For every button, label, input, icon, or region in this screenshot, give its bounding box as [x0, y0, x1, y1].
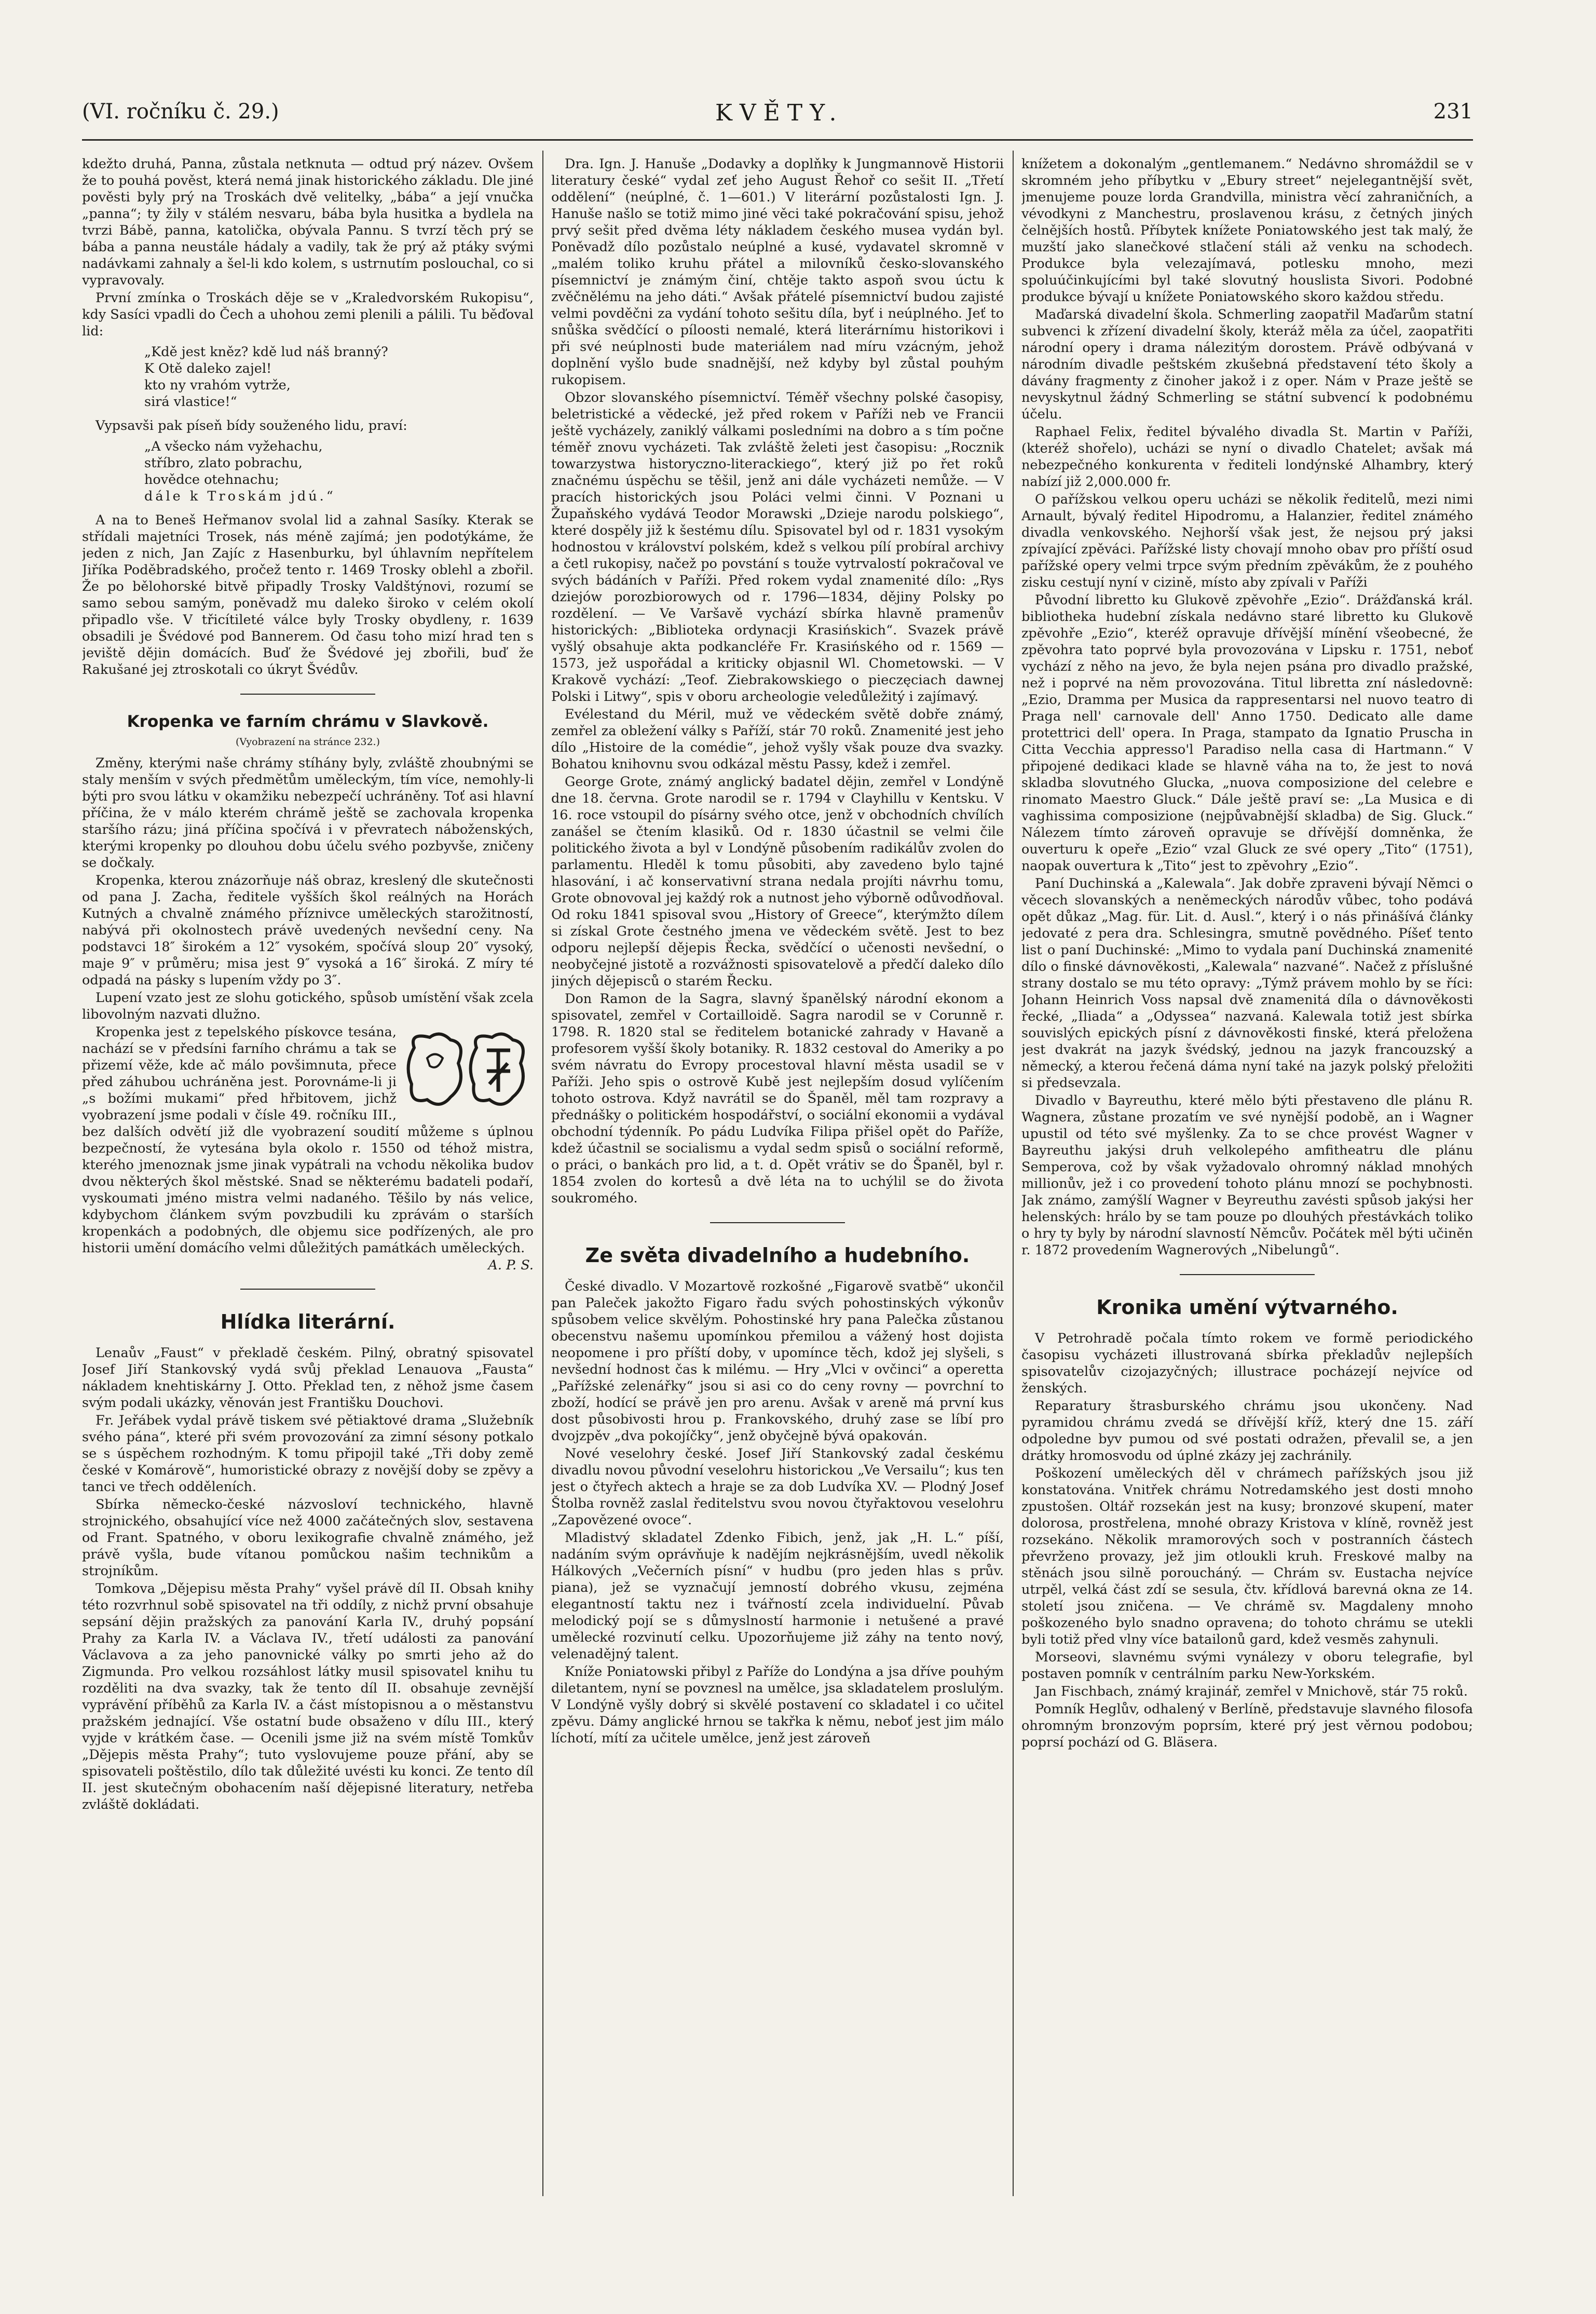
journal-title: KVĚTY.	[715, 100, 844, 126]
paragraph: kdežto druhá, Panna, zůstala netknuta — odtud prý název. Ovšem že to pouhá pověst, která nemá jinak historického základu. Dle jiné pověsti byly prý na Troskách dvě velitelky, „bába“ a její vnučka „panna“; ty žily v stálém nesvaru, bába byla husitka a bydlela na tvrzi Bábě, panna, katolička, obývala Pannu. S tvrzí těch prý se bába a panna neustále hádaly a vadily, tak že prý až ptáky svými nadávkami zahnaly a šel-li kdo kolem, s ustrnutím poslouchal, co si vypravovaly.	[82, 156, 534, 288]
paragraph: Fr. Jeřábek vydal právě tiskem své pětiaktové drama „Služebník svého pána“, které při svém provozování za zimní sésony potkalo se s úspěchem rozhodným. K tomu připojil také „Tři doby země české v Komárově“, humoristické obrazy z novější doby se zpěvy a tanci ve třech odděleních.	[82, 1413, 534, 1495]
paragraph: Mladistvý skladatel Zdenko Fibich, jenž, jak „H. L.“ píší, nadáním svým oprávňuje k nadějím nejkrásnějším, uvedl několik Hálkových „Večerních písní“ v hudbu (pro jeden hlas s prův. piana), jež se vyznačují jemností dobrého vkusu, zejména elegantností taktu nez i tvářností zcela individuelní. Půvab melodický pojí se s důmyslností harmonie i netušené a pravé umělecké rozvinutí celku. Upozorňujeme již záhy na tento nový, velenadějný talent.	[551, 1530, 1004, 1662]
verse-line: „Kdě jest kněz? kdě lud náš branný?	[144, 344, 388, 360]
paragraph: Maďarská divadelní škola. Schmerling zaopatřil Maďarům statní subvenci k zřízení divadelní školy, kteráž měla za účel, zaopatřiti národní opery i drama nálezitým dorostem. Právě odbývaná v národním divadle peštském zkušebná představení této školy a dávány fragmenty z činoher jakož i z oper. Nám v Praze ještě se nevyskytnul žádný Schmerling se státní subvencí k podobnému účelu.	[1021, 307, 1473, 422]
paragraph: Původní libretto ku Glukově zpěvohře „Ezio“. Drážďanská král. bibliotheka hudební získala nedávno staré libretto ku Glukově zpěvohře „Ezio“, kteréž opravuje dřívější mínění všeobecné, že zpěvohra tato poprvé byla provozována v Lipsku r. 1751, neboť vychází z něho na jevo, že byla nejen psána pro divadlo pražské, než i poprvé na něm provozována. Titul libretta zní následovně: „Ezio, Dramma per Musica da rappresentarsi nel nuovo teatro di Praga nell' carnovale dell' Anno 1750. Dedicato alle dame protettrici dell' opera. In Praga, stampato da Ignatio Pruscha in Citta Vecchia appresso'l Paradiso nella casa di Hartmann.“ V připojené dedikaci klade se hlavně váha na to, že jest to nová skladba slovutného Glucka, „nuova composizione del celebre e rinomato Maestro Gluck.“ Dále ještě praví se: „La Musica e di vaghissima composizione (nejpůvabnější skladba) de Sig. Gluck.“ Nálezem tímto zároveň opravuje se dřívější domněnka, že ouverturu k opeře „Ezio“ vzal Gluck ze své opery „Tito“ (1751), naopak ouvertura k „Tito“ jest to zpěvohry „Ezio“.	[1021, 592, 1473, 874]
verse-quote	[144, 344, 534, 410]
section-title: Hlídka literární.	[220, 1310, 395, 1333]
verse-line: „A všecko nám vyžehachu,	[144, 439, 323, 454]
verse-line: kto ny vrahóm vytrže,	[144, 377, 291, 393]
section-divider	[240, 1289, 375, 1290]
paragraph: Raphael Felix, ředitel bývalého divadla St. Martin v Paříži, (kteréž shořelo), ucházi se nyní o divadlo Chatelet; avšak má nebezpečného konkurenta v řediteli londýnské Alhambry, který nabízí již 2,000.000 fr.	[1021, 424, 1473, 490]
author-signature: A. P. S.	[488, 1257, 534, 1273]
section-divider	[240, 694, 375, 695]
verse-line: dále k Troskám jdú.“	[144, 489, 336, 504]
paragraph: George Grote, známý anglický badatel dějin, zemřel v Londýně dne 18. června. Grote narodil se r. 1794 v Clayhillu v Kentsku. V 16. roce vstoupil do písárny svého otce, jenž v obchodních chvílích zanášel se čtením klasiků. Od r. 1830 účastnil se velmi čile politického života a byl v Londýně působením radikálův zvolen do parlamentu. Hleděl k tomu působiti, aby zavedeno bylo tajné hlasování, i ač konservativní strana nedala projíti návrhu tomu, Grote obnovoval jej každý rok a nutnost jeho výborně odůvodňoval. Od roku 1841 spisoval svou „History of Greece“, kterýmžto dílem si získal Grote čestného jmena ve vědeckém světě. Jest to bez odporu nejlepší dějepis Řecka, svědčící o učenosti nevšední, o neobyčejné jistotě a rozvážnosti spisovatelově a předčí daleko dílo jiných dějepisců o starém Řecku.	[551, 774, 1004, 989]
article-title: Kropenka ve farním chrámu v Slavkově.	[127, 712, 489, 731]
paragraph: Jan Fischbach, známý krajinář, zemřel v Mnichově, stár 75 roků.	[1035, 1684, 1468, 1699]
paragraph: Sbírka německo-české názvosloví technického, hlavně strojnického, obsahující více než 4000 začátečných slov, sestavena od Frant. Spatného, v oboru lexikografie chvalně známého, jež právě vyšla, bude vítanou pomůckou našim technikům a strojníkům.	[82, 1497, 534, 1579]
paragraph: Poškození uměleckých děl v chrámech pařížských jsou již konstatována. Vnitřek chrámu Notredamského jest dosti mnoho zpustošen. Oltář rozsekán jest na kusy; bronzové skupení, mater dolorosa, prostřelena, mnohé obrazy Kristova v klíně, rovněž jest rozsekáno. Několik mramorových soch v postranních částech převrženo provazy, jež jim otloukli kruh. Freskové malby na stěnách jsou silně poroucháný. — Chrám sv. Eustacha nejvíce utrpěl, velká část zdí se sesula, čtv. křídlová barevná okna ze 14. století jsou zničena. — Ve chrámě sv. Magdaleny mnoho poškozeného bylo snadno opravena; do tohoto chrámu se utekli byli totiž před vlny více batailonů gard, kdež vesměs zahynuli.	[1021, 1466, 1473, 1647]
column-2	[551, 156, 1004, 2264]
paragraph: V Petrohradě počala tímto rokem ve formě periodického časopisu vycházeti illustrovaná sbírka překladův nejlepších spisovatelův cizojazyčných; illustrace pocházejí nejvíce od ženských.	[1021, 1331, 1473, 1396]
paragraph: České divadlo. V Mozartově rozkošné „Figarově svatbě“ ukončil pan Paleček jakožto Figaro řadu svých pohostinských výkonův spůsobem velice skvělým. Pohostinské hry pana Palečka zůstanou obecenstvu našemu upomínkou přemilou a vážený host dojista neopomene i pro příští doby, v upomínce těch, kdož jej slyšeli, s nevšední hodnost čas k milému. — Hry „Vlci v ovčinci“ a operetta „Pařížské zelenářky“ jsou si asi co do ceny rovny — povrchní to zboží, hodící se právě jen pro arenu. Avšak v areně má první kus dost působivosti hrou p. Frankovského, druhý zase se líbí pro dvojzpěv „dva pokojíčky“, jenž obyčejně bývá opakován.	[551, 1279, 1004, 1444]
paragraph: knížetem a dokonalým „gentlemanem.“ Nedávno shromáždil se v skromném jeho příbytku v „Ebury street“ nejelegantnější svět, jmenujeme pouze lorda Grandvilla, ministra věcí zahraničních, a vévodkyni z Manchestru, proslavenou krásu, z četných jiných čelnějších hostů. Příbytek knížete Poniatowského jest tak malý, že muzští jako slanečkové stlačení stáli až venku na schodech. Produkce byla velezajímavá, potlesku mnoho, mezi spoluúčinkujícími byl také slovutný houslista Sivori. Podobné produkce bývají u knížete Poniatowského skoro každou středu.	[1021, 156, 1473, 305]
paragraph: Kníže Poniatowski přibyl z Paříže do Londýna a jsa dříve pouhým diletantem, nyní se povznesl na umělce, jsa skladatelem proslulým. V Londýně vyšly dobrý si skvělé postavení co skladatel i co učitel zpěvu. Dámy anglické hrnou se takřka k němu, neboť jest jim málo líchotí, mítí za učitele umělce, jenž jest zároveň	[551, 1664, 1004, 1746]
mason-mark-icon	[404, 1027, 534, 1115]
paragraph: Tomkova „Dějepisu města Prahy“ vyšel právě díl II. Obsah knihy této rozvrhnul sobě spisovatel na tři oddíly, z nichž první obsahuje sepsání dějin pražských za panování Karla IV., druhý popsání Prahy za Karla IV. a Václava IV., třetí události za panování Václavova a za jeho panovnické války po smrti jeho až do Zigmunda. Pro velkou rozsáhlost látky musil spisovatel knihu tu rozděliti na dva svazky, tak že tento díl II. obsahuje zevnější vyprávění příběhů za Karla IV. a část místopisnou a o městanstvu pražském jednající. Vše ostatní bude obsaženo v dílu III., který vyjde v krátkém čase. — Ocenili jsme již na svém místě Tomkův „Dějepis města Prahy“; tuto vyslovujeme pouze přání, aby se spisovateli poštěstilo, dílo tak důležité uvésti ku konci. Ze tento díl II. jest skutečným obohacením naší dějepisné literatury, netřeba zvláště dokládati.	[82, 1581, 534, 1812]
verse-line: hovědce otehnachu;	[144, 472, 279, 488]
verse-line: K Otě daleko zajel!	[144, 361, 272, 376]
paragraph: Dra. Ign. J. Hanuše „Dodavky a doplňky k Jungmannově Historii literatury české“ vydal zeť jeho August Řehoř co sešit II. „Třetí oddělení“ (neúplné, č. 1—601.) V literární pozůstalosti Ign. J. Hanuše našlo se totiž mimo jiné věci také pokračování spisu, jehož prvý sešit před dvěma léty nákladem českého musea vydán byl. Poněvadž dílo pozůstalo neúplné a kusé, vydavatel skromně v „malém toliko kruhu přátel a milovníků česko-slovanského písemnictví je známým činí, chtěje takto aspoň svou úctu k zvěčnělému na jeho dáti.“ Avšak přátelé písemnictví budou zajisté velmi povděčni za vydání tohoto sešitu díla, byť i neúplného. Jeť to snůška svědčící o píloosti nemalé, která literárnímu historikovi i při své neúplnosti bude materiálem nad míru vzácným, jehož doplnění vyšlo bude snadnější, než kdyby byl zůstal pouhým rukopisem.	[551, 156, 1004, 388]
paragraph: Lenaův „Faust“ v překladě českém. Pilný, obratný spisovatel Josef Jiří Stankovský vydá svůj překlad Lenauova „Fausta“ nákladem knehtiskárny J. Otto. Překlad ten, z něhož jsme časem svým podali ukázky, věnován jest Františku Douchovi.	[82, 1345, 534, 1411]
section-title: Kronika umění výtvarného.	[1096, 1296, 1398, 1319]
paragraph: Paní Duchinská a „Kalewala“. Jak dobře zpraveni bývají Němci o věcech slovanských a neněmeckých národův vůbec, toho podává opět důkaz „Mag. für. Lit. d. Ausl.“, který i o nás přinášívá články jedovaté z pera dra. Schlesingra, smutně povědného. Píšeť tento list o paní Duchinské: „Mimo to vydala paní Duchinská znamenité dílo o finské dávnověkosti, „Kalewala“ nazvané“. Načež z příslušné strany dostalo se mu této opravy: „Týmž právem mohlo by se říci: Johann Heinrich Voss napsal dvě znamenitá díla o dávnověkosti řecké, „Iliada“ a „Odyssea“ nazvaná. Kalewala totiž jest sbírka souvislých epických písní z dávnověkosti finské, která přeložena jest dvakrát na jazyk švédský, jednou na jazyk francouzský a německý, a kterou řečená dáma nyní také na jazyk polský přeložiti si předsevzala.	[1021, 876, 1473, 1091]
paragraph: Kropenka jest z tepelského pískovce tesána, nachází se v předsíni farního chrámu a tak se přizemí věže, kde ač málo povšimnuta, přece před záhubou uchráněna jest. Porovnáme-li ji „s božími mukami“ před hřbitovem, jichž vyobrazení jsme podali v čísle 49. ročníku III., bez dalších odvětí již dle vyobrazení soudití můžeme s úplnou bezpečností, že vytesána byla okolo r. 1550 od téhož mistra, kterého jmenoznak jsme jinak vypátrali na vchodu několika budov dvou některých škol městské. Snad se některému badateli podaří, vyskoumati jméno mistra velmi nadaného. Těšilo by nás velice, kdybychom článkem svým povzbudili ku zprávám o starších kropenkách a podobných, dle objemu sice podřízených, ale pro historii umění domácího velmi důležitých památkách uměleckých.	[82, 1024, 534, 1256]
column-divider	[542, 151, 543, 2196]
paragraph: Divadlo v Bayreuthu, které mělo býti přestaveno dle plánu R. Wagnera, zůstane prozatím ve své nynější podobě, an i Wagner upustil od této své myšlenky. Za to se chce provést Wagner v Bayreuthu jakýsi druh velkolepého amfitheatru dle plánu Semperova, což by však vyžadovalo ohromný náklad mnohých millionův, jež i co provedení tohoto plánu mnozí se pochybnosti. Jak známo, zamýšlí Wagner v Beyreuthu zavésti spůsob jakýsi her helenských: hrálo by se tam pouze po dlouhých přestávkách toliko o hry ty byly by národní slavností Němcův. Počátek měl býti učiněn r. 1872 provedením Wagnerových „Nibelungů“.	[1021, 1093, 1473, 1258]
paragraph: Lupení vzato jest ze slohu gotického, spůsob umístění však zcela libovolným nazvati dlužno.	[82, 990, 534, 1022]
header-rule	[82, 139, 1473, 141]
paragraph: O pařížskou velkou operu ucházi se několik ředitelů, mezi nimi Arnault, bývalý ředitel Hipodromu, a Halanzier, ředitel známého divadla venkovského. Nejhorší však jest, že nejsou prý jaksi zpívající zpěváci. Pařížské listy chovají mnoho obav pro příští osud pařížské opery velmi trpce svým předním zpěvákům, že z pouhého zisku cestují nyní v cizině, místo aby zpívali v Paříži	[1021, 492, 1473, 590]
paragraph: Vypsavši pak píseň bídy souženého lidu, praví:	[96, 418, 407, 434]
paragraph: Kropenka, kterou znázorňuje náš obraz, kreslený dle skutečnosti od pana J. Zacha, ředitele vyšších škol reálných na Horách Kutných a chvalně známého příznivce uměleckých starožitností, nabývá při okolnostech právě uvedených nevšední ceny. Na podstavci 18″ širokém a 12″ vysokém, spočívá sloup 20″ vysoký, maje 9″ v průměru; misa jest 9″ vysoká a 16″ široká. Z míry té odpadá na pásky s lupením vždy po 3″.	[82, 873, 534, 988]
issue-label: (VI. ročníku č. 29.)	[82, 100, 279, 124]
paragraph: Morseovi, slavnému svými vynálezy v oboru telegrafie, byl postaven pomník v centrálním parku New-Yorkském.	[1021, 1649, 1473, 1682]
verse-line: sirá vlastice!“	[144, 394, 237, 410]
paragraph: Změny, kterými naše chrámy stíhány byly, zvláště zhoubnými se staly menším v svých předmětům uměleckým, tím více, nemohly-li býti pro svou látku v okamžiku nebezpečí uchráněny. Toť asi hlavní příčina, že v málo kterém chrámě ještě se zachovala kropenka staršího rázu; jiná příčina spočívá i v převratech náboženských, kterými kropenky po dlouhou dobu účelu svého pozbyvše, zničeny se dočkaly.	[82, 755, 534, 871]
paragraph: Evélestand du Méril, muž ve vědeckém světě dobře známý, zemřel za obležení války s Paříží, stár 70 roků. Znamenité jest jeho dílo „Histoire de la comédie“, jehož vyšly však pouze dva svazky. Bohatou knihovnu svou odkázal městu Passy, kdež i zemřel.	[551, 707, 1004, 772]
article-subtitle: (Vyobrazení na stránce 232.)	[236, 736, 380, 748]
section-title: Ze světa divadelního a hudebního.	[585, 1244, 970, 1267]
section-divider	[1180, 1274, 1315, 1275]
page-number: 231	[1433, 100, 1473, 124]
paragraph: První zmínka o Troskách děje se v „Kraledvorském Rukopisu“, kdy Sasíci vpadli do Čech a uhohou zemi plenili a pálili. Tu běďoval lid:	[82, 290, 534, 339]
paragraph: Nové veselohry české. Josef Jiří Stankovský zadal českému divadlu novou původní veselohru historickou „Ve Versailu“; kus ten jest o čtyřech aktech a hraje se za dob Ludvíka XV. — Plodný Josef Štolba rovněž zaslal ředitelstvu svou novou čtyřaktovou veselohru „Zapovězené ovoce“.	[551, 1446, 1004, 1528]
paragraph: Don Ramon de la Sagra, slavný španělský národní ekonom a spisovatel, zemřel v Cortailloidě. Sagra narodil se v Corunně r. 1798. R. 1820 stal se ředitelem botanické zahrady v Havaně a profesorem vyšší školy botaniky. R. 1832 cestoval do Ameriky a po svém návratu do Evropy procestoval hlavní města usadil se v Paříži. Jeho spis o ostrově Kubě jest nejlepším dosud vylíčením tohoto ostrova. Když navrátil se do Španěl, měl tam rozpravy a přednášky o politickém hospodářství, o sociální ekonomii a vydával obchodní týdenník. Po pádu Ludvíka Filipa přišel opět do Paříže, kdež účastnil se socialismu a vydal sedm spisů o sociální reformě, o práci, o bankách pro lid, a t. d. Opět vrátiv se do Španěl, byl r. 1854 zvolen do kortesů a dvě léta na to uchýlil se do života soukromého.	[551, 991, 1004, 1206]
column-divider	[1013, 151, 1014, 2196]
column-3	[1021, 156, 1473, 2264]
verse-quote	[144, 438, 534, 505]
paragraph: Pomník Heglův, odhalený v Berlíně, představuje slavného filosofa ohromným bronzovým poprsím, které prý jest věrnou podobou; poprsí pochází od G. Bläsera.	[1021, 1701, 1473, 1750]
paragraph: Obzor slovanského písemnictví. Téměř všechny polské časopisy, beletristické a vědecké, jež před rokem v Paříži neb ve Francii ještě vycházely, zaniklý válkami posledními na dobro a s tím počne téměř znovu vycházeti. Tak zvláště želeti jest časopisu: „Rocznik towarzystwa historycznо-literackiego“, který již po řet roků značnému úspěchu se těšil, jenž ani dále vycházeti nemůže. — V pracích historických jsou Poláci velmi činni. V Poznani u Župaňského vydává Teodor Morawski „Dzieje narodu polskiego“, které dospěly již k šestému dílu. Spisovatel byl od r. 1831 vysokým hodnostou v království polském, kdež s velkou pílí probíral archivy a četl rukopisy, načež po povstání s touže vytrvalostí pokračoval ve svých bádáních v Paříži. Před rokem vydal znamenité dílo: „Rys dziejów porozbiorowych od r. 1796—1834, dějiny Polsky po rozdělení. — Ve Varšavě vychází sbírka hlavně pramenův historických: „Biblioteka ordynacji Krasińskich“. Svazek právě vyšlý obsahuje akta podkancléře Fr. Krasińského od r. 1569 — 1573, jež uspořádal a kriticky objasnil Wl. Chometowski. — V Krakově vychází: „Teof. Ziebrakowskiego o pieczęciach dawnej Polski i Litwy“, spis v oboru archeologie veledůležitý i zajímavý.	[551, 390, 1004, 705]
verse-line: stříbro, zlato pobrachu,	[144, 455, 303, 471]
paragraph: Reparatury štrasburského chrámu jsou ukončeny. Nad pyramidou chrámu zvedá se dřívější kříž, který dne 15. září odpoledne byv pumou od své postati odražen, převalil se, a jen drátky hromosvodu od úplné zkázy jej zachránily.	[1021, 1398, 1473, 1464]
column-1	[82, 156, 534, 2264]
page-header	[82, 100, 1473, 136]
section-divider	[710, 1222, 845, 1223]
paragraph: A na to Beneš Heřmanov svolal lid a zahnal Sasíky. Kterak se střídali majetníci Trosek, nás méně zajímá; jen podotýkáme, že jeden z nich, Jan Zajíc z Hasenburku, byl úhlavním nepřítelem Jiříka Poděbradského, pročež tento r. 1469 Trosky oblehl a zbořil. Že po bělohorské bitvě připadly Trosky Valdštýnovi, rozumí se samo sebou samým, poněvadž mu daleko široko v celém okolí připadlo vše. V třicítileté válce byly Trosky obydleny, r. 1639 obsadili je Švédové pod Bannerem. Od času toho mizí hrad ten s jeviště dějin domácích. Buď že Švédové jej zbořili, buď že Rakušané jej ztroskotali co úkryt Švédův.	[82, 512, 534, 678]
